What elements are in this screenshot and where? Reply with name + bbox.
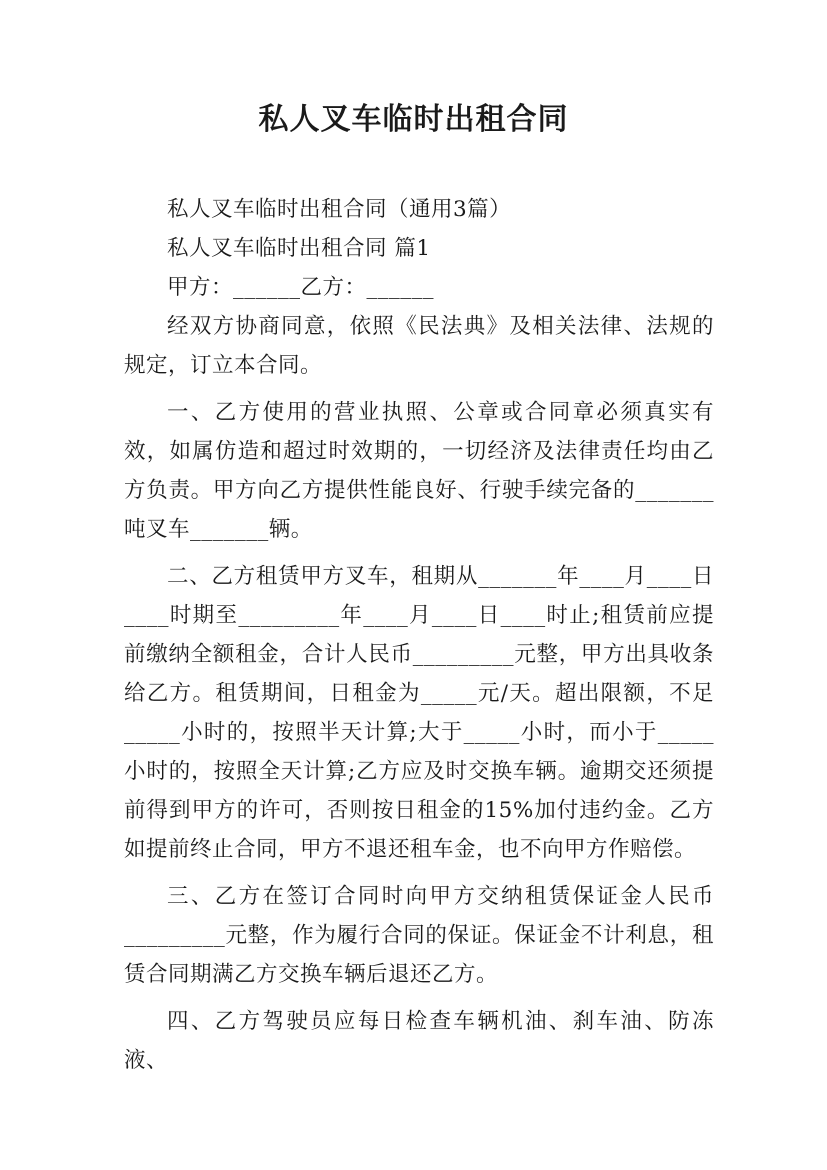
paragraph-section-heading: 私人叉车临时出租合同 篇1 xyxy=(167,236,431,261)
paragraph-clause-4: 四、乙方驾驶员应每日检查车辆机油、刹车油、防冻液、 xyxy=(124,1009,714,1073)
paragraph-clause-1: 一、乙方使用的营业执照、公章或合同章必须真实有效，如属仿造和超过时效期的，一切经济及法律责任均由乙方负责。甲方向乙方提供性能良好、行驶手续完备的_______吨叉车_______辆。 xyxy=(124,400,714,542)
document-title: 私人叉车临时出租合同 xyxy=(258,102,569,137)
paragraph-preamble: 经双方协商同意，依照《民法典》及相关法律、法规的规定，订立本合同。 xyxy=(124,314,714,378)
paragraph-clause-2: 二、乙方租赁甲方叉车，租期从_______年____月____日____时期至_________年____月____日____时止;租赁前应提前缴纳全额租金，合计人民币_________元整，甲方出具收条给乙方。租赁期间，日租金为_____元/天。超出限额，不足_____小时的，按照半天计算;大于_____小时，而小于_____小时的，按照全天计算;乙方应及时交换车辆。逾期交还须提前得到甲方的许可，否则按日租金的15%加付违约金。乙方如提前终止合同，甲方不退还租车金，也不向甲方作赔偿。 xyxy=(124,564,714,862)
paragraph-clause-3: 三、乙方在签订合同时向甲方交纳租赁保证金人民币_________元整，作为履行合同的保证。保证金不计利息，租赁合同期满乙方交换车辆后退还乙方。 xyxy=(124,884,714,987)
document-body xyxy=(124,190,714,1080)
paragraph-subtitle: 私人叉车临时出租合同（通用3篇） xyxy=(167,197,512,222)
paragraph-parties: 甲方：______乙方：______ xyxy=(167,275,435,300)
